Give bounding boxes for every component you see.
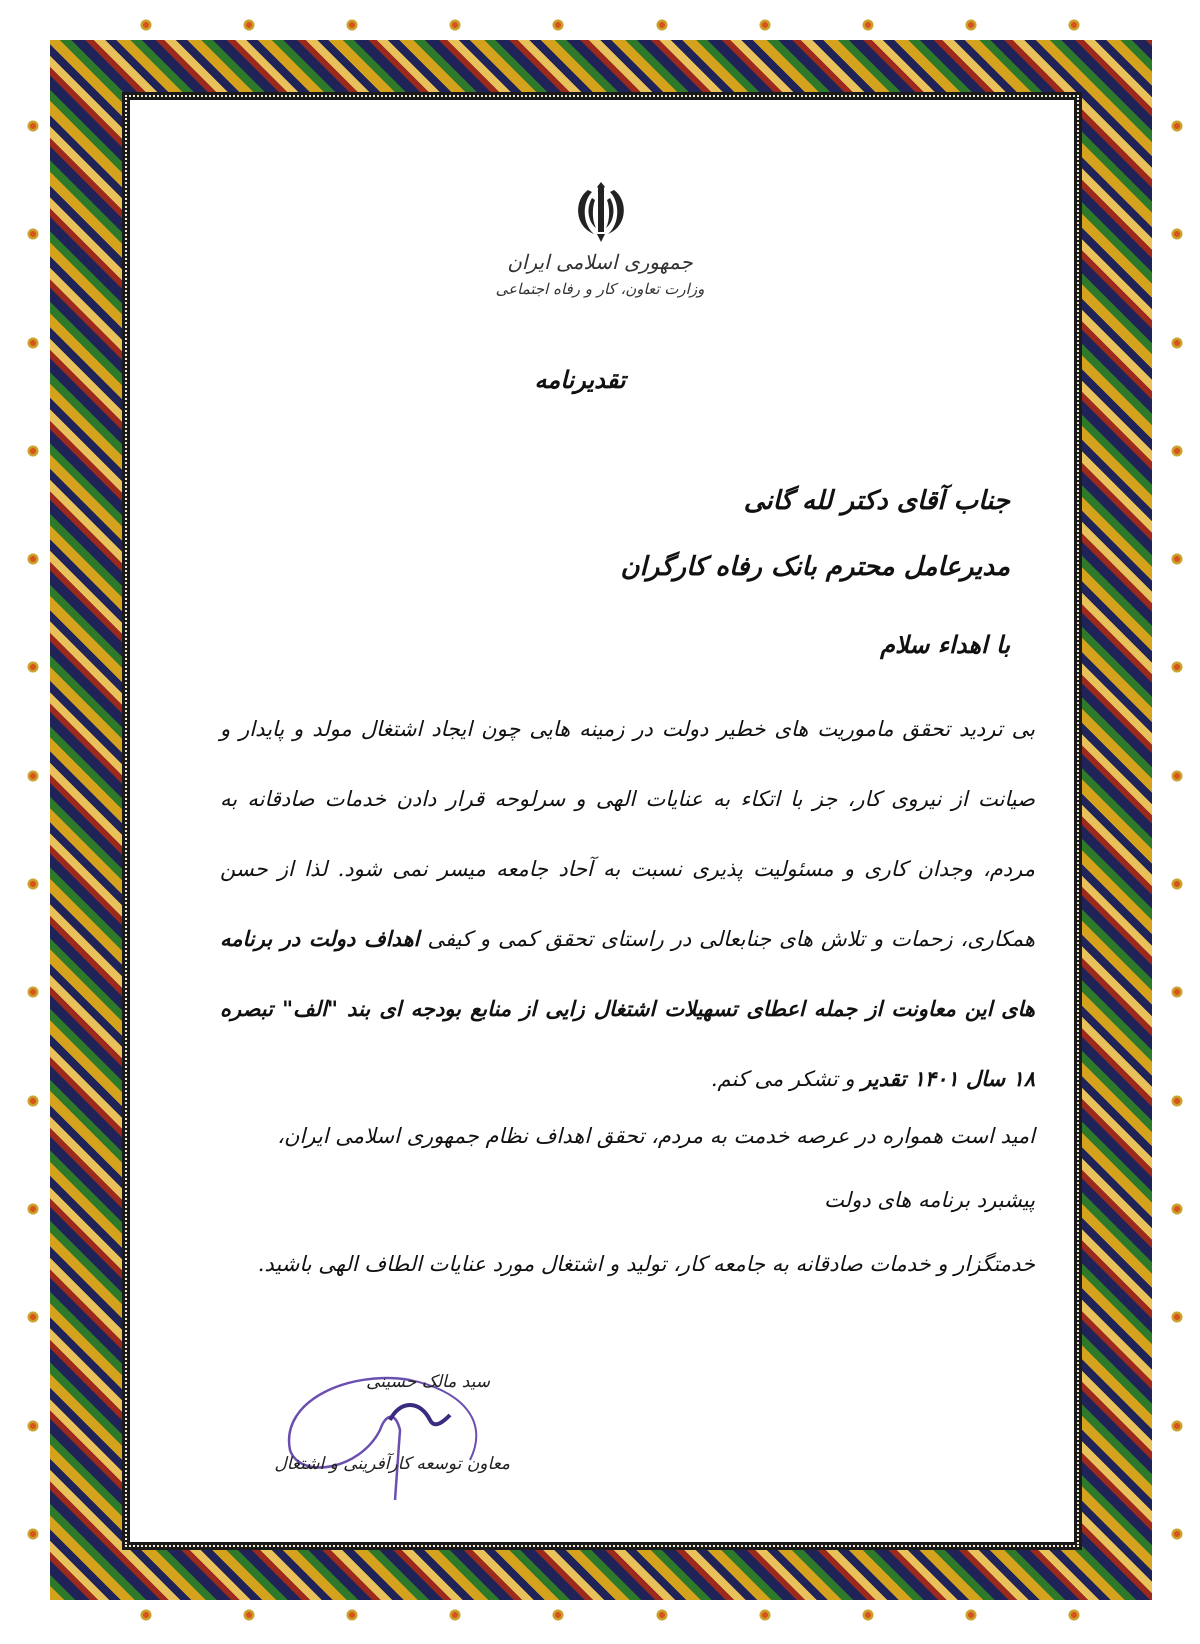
body-line-emphasis: اهداف دولت در برنامه های	[220, 926, 1035, 1021]
left-ornaments	[22, 120, 44, 1540]
recipient-name: جناب آقای دکتر لله گانی	[743, 486, 1010, 516]
closing-line: خدمتگزار و خدمات صادقانه به جامعه کار، تولید و اشتغال مورد عنایات الطاف الهی باشید.	[257, 1252, 1035, 1276]
body-line-emphasis: این معاونت از جمله اعطای تسهیلات اشتغال زایی از منابع بودجه ای بند "الف" تبصره ۱۸ سال ۱۴۰۱ تقدیر	[220, 996, 1035, 1091]
body-line: میسر نمی شود. لذا از حسن همکاری، زحمات و تلاش های جنابعالی در راستای تحقق کمی و کیفی	[220, 857, 1035, 951]
page-title: تقدیرنامه	[534, 365, 626, 394]
body-line: بی تردید تحقق ماموریت های خطیر دولت در زمینه هایی چون ایجاد اشتغال مولد و پایدار و صیانت از نیروی کار، جز با اتکاء	[220, 717, 1035, 811]
right-ornaments	[1166, 120, 1188, 1540]
top-ornaments	[140, 14, 1080, 36]
letter-body	[220, 694, 1035, 1114]
recipient-position: مدیرعامل محترم بانک رفاه کارگران	[620, 552, 1010, 582]
signatory-title: معاون توسعه کارآفرینی و اشتغال	[274, 1454, 510, 1474]
body-line: به عنایات الهی و سرلوحه قرار دادن خدمات صادقانه به مردم، وجدان کاری و مسئولیت پذیری نسبت به آحاد جامعه	[220, 787, 1035, 881]
ministry-name: وزارت تعاون، کار و رفاه اجتماعی	[495, 280, 705, 298]
signatory-name: سید مالک حسینی	[366, 1372, 490, 1392]
letterhead	[470, 250, 730, 298]
bottom-ornaments	[140, 1604, 1080, 1626]
iran-emblem-icon	[566, 178, 636, 248]
body-line: و تشکر می کنم.	[710, 1067, 855, 1091]
country-name: جمهوری اسلامی ایران	[507, 250, 693, 274]
greeting: با اهداء سلام	[880, 630, 1010, 659]
closing-paragraph	[220, 1104, 1035, 1296]
signature-block	[270, 1360, 520, 1500]
closing-line: امید است همواره در عرصه خدمت به مردم، تحقق اهداف نظام جمهوری اسلامی ایران، پیشبرد برنامه های دولت	[277, 1124, 1035, 1212]
